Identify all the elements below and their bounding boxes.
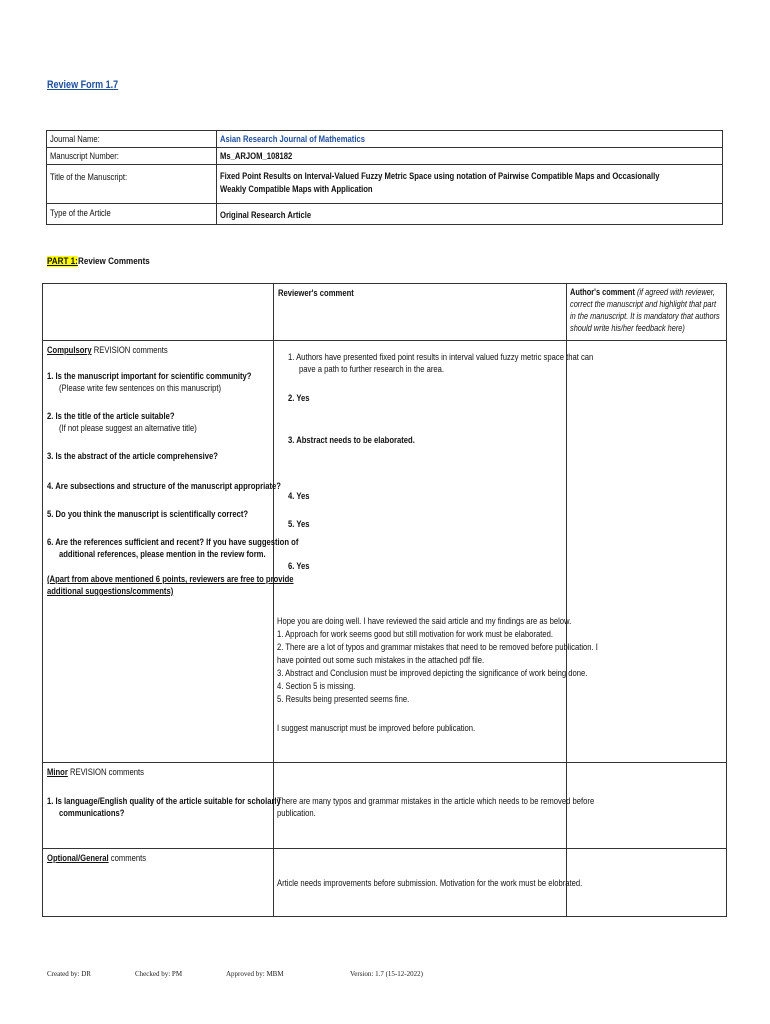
- comment-line-5: 3. Abstract and Conclusion must be improved depicting the significance of work being done.: [277, 668, 588, 678]
- meta-row-manuscript-number: [47, 148, 723, 165]
- part1-heading: [47, 256, 163, 267]
- optional-heading-underlined: Optional/General: [47, 853, 109, 863]
- comment-line-4: have pointed out some such mistakes in the attached pdf file.: [277, 655, 485, 665]
- optional-heading: [47, 852, 146, 864]
- comment-line-3: 2. There are a lot of typos and grammar mistakes that need to be removed before publication. I: [277, 642, 599, 652]
- compulsory-heading-rest: REVISION comments: [91, 345, 168, 355]
- question-2-note: (If not please suggest an alternative title): [59, 423, 197, 433]
- question-2: 2. Is the title of the article suitable?: [47, 411, 175, 421]
- review-header-row: [43, 284, 727, 341]
- comment-line-7: 5. Results being presented seems fine.: [277, 694, 410, 704]
- question-6-cont: additional references, please mention in the review form.: [59, 549, 266, 559]
- question-1: 1. Is the manuscript important for scientific community?: [47, 371, 252, 381]
- answer-3: 3. Abstract needs to be elaborated.: [288, 435, 416, 445]
- minor-answer-line2: publication.: [277, 808, 317, 818]
- footer-version: Version: 1.7 (15-12-2022): [350, 970, 423, 978]
- optional-row: [43, 849, 727, 917]
- reviewer-comment-header: Reviewer's comment: [278, 288, 355, 298]
- answer-5: 5. Yes: [288, 519, 310, 529]
- manuscript-info-table: [46, 130, 723, 225]
- meta-row-article-type: [47, 204, 723, 225]
- author-response-compulsory[interactable]: [566, 341, 726, 763]
- answer-4: 4. Yes: [288, 491, 310, 501]
- question-6: 6. Are the references sufficient and recent? If you have suggestion of: [47, 537, 299, 547]
- answer-1-line1: 1. Authors have presented fixed point results in interval valued fuzzy metric space that can: [288, 352, 594, 362]
- journal-value[interactable]: Asian Research Journal of Mathematics: [220, 134, 365, 144]
- footer-created-by: Created by: DR: [47, 970, 91, 978]
- comment-line-1: Hope you are doing well. I have reviewed the said article and my findings are as below.: [277, 616, 572, 626]
- optional-heading-rest: comments: [108, 853, 147, 863]
- free-suggestions-note-2: additional suggestions/comments): [47, 586, 174, 596]
- title-value: Fixed Point Results on Interval-Valued Fuzzy Metric Space using notation of Pairwise Compatible Maps and Occasionally Weakly Compatible Maps with Application: [220, 171, 660, 194]
- suggestion-line: I suggest manuscript must be improved before publication.: [277, 723, 476, 733]
- meta-row-title: [47, 165, 723, 204]
- part1-prefix: PART 1:: [47, 256, 78, 267]
- free-suggestions-note-1: (Apart from above mentioned 6 points, reviewers are free to provide: [47, 574, 294, 584]
- author-comment-bold: Author's comment: [569, 287, 635, 297]
- author-response-optional[interactable]: [566, 849, 726, 917]
- title-label: Title of the Manuscript:: [50, 172, 128, 182]
- journal-label: Journal Name:: [50, 134, 100, 144]
- comment-line-2: 1. Approach for work seems good but still motivation for work must be elaborated.: [277, 629, 554, 639]
- compulsory-heading-underlined: Compulsory: [47, 345, 92, 355]
- answer-6: 6. Yes: [288, 561, 310, 571]
- author-comment-note: (if agreed with reviewer, correct the manuscript and highlight that part in the manuscript. It is mandatory that authors should write his/her feedback here): [569, 287, 720, 333]
- footer-approved-by: Approved by: MBM: [226, 970, 284, 978]
- question-1-note: (Please write few sentences on this manuscript): [59, 383, 222, 393]
- question-3: 3. Is the abstract of the article comprehensive?: [47, 451, 218, 461]
- question-5: 5. Do you think the manuscript is scientifically correct?: [47, 509, 249, 519]
- minor-question-1-cont: communications?: [59, 808, 125, 818]
- comment-line-6: 4. Section 5 is missing.: [277, 681, 356, 691]
- minor-answer-line1: There are many typos and grammar mistakes in the article which needs to be removed before: [277, 796, 595, 806]
- compulsory-row: [43, 341, 727, 763]
- minor-row: [43, 763, 727, 849]
- review-comments-table: [42, 283, 727, 917]
- meta-row-journal: [47, 131, 723, 148]
- footer-checked-by: Checked by: PM: [135, 970, 183, 978]
- minor-heading: [47, 766, 144, 778]
- compulsory-heading: [47, 344, 168, 356]
- answer-2: 2. Yes: [288, 393, 310, 403]
- minor-question-1: 1. Is language/English quality of the article suitable for scholarly: [47, 796, 281, 806]
- author-comment-header: [570, 286, 722, 334]
- manuscript-number-value: Ms_ARJOM_108182: [220, 151, 293, 161]
- article-type-label: Type of the Article: [50, 208, 111, 218]
- answer-1-line2: pave a path to further research in the area.: [299, 364, 445, 374]
- optional-answer: Article needs improvements before submission. Motivation for the work must be elobrated.: [277, 878, 583, 888]
- question-4: 4. Are subsections and structure of the manuscript appropriate?: [47, 481, 281, 491]
- form-title: Review Form 1.7: [47, 79, 119, 91]
- minor-heading-rest: REVISION comments: [67, 767, 144, 777]
- minor-heading-underlined: Minor: [47, 767, 68, 777]
- part1-label: Review Comments: [78, 256, 151, 267]
- manuscript-number-label: Manuscript Number:: [50, 151, 119, 161]
- article-type-value: Original Research Article: [220, 210, 312, 220]
